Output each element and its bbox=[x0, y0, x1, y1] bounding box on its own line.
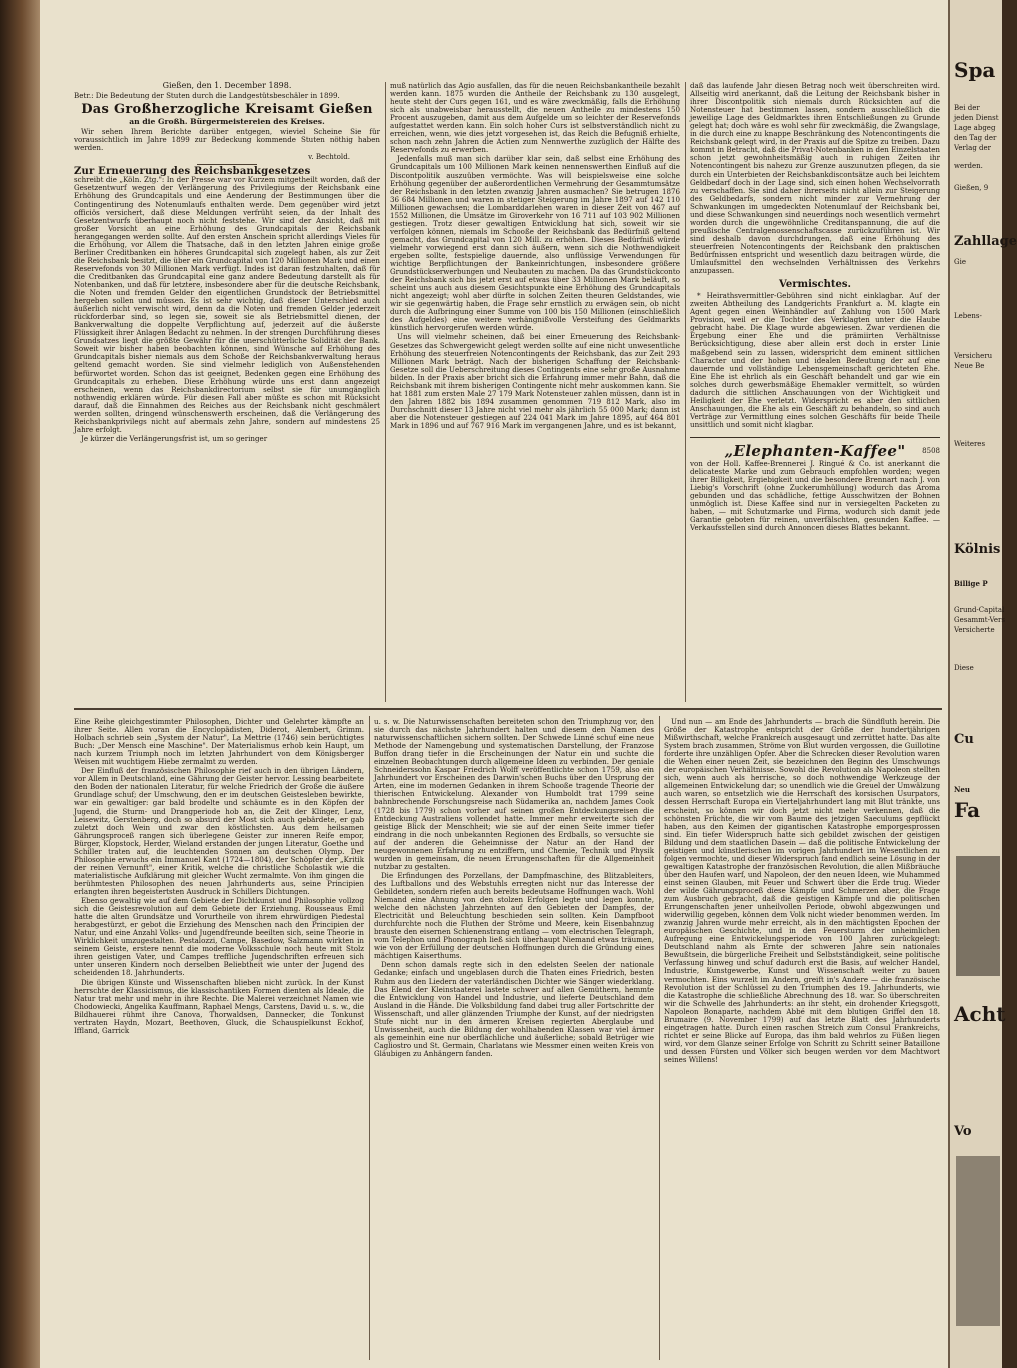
bottom-right-column bbox=[664, 718, 940, 1358]
article-paragraph: Die übrigen Künste und Wissenschaften blieben nicht zurück. In der Kunst herrschte der Klassicismus, die klassischantiken Formen dienten als Ideale, die Natur trat mehr und mehr in ihre Rechte. Die Malerei verzeichnet Namen wie Chodowiecki, Angelika Kauffmann, Raphael Mengs, Carstens, David u. s. w., die Bildhauerei rühmt ihre Canova, Thorwaldsen, Dannecker, die Tonkunst vertraten Haydn, Mozart, Beethoven, Gluck, die Schauspielkunst Eckhof, Iffland, Garrick bbox=[74, 977, 364, 1035]
section-rule bbox=[74, 708, 942, 710]
page-fragment: jeden Dienst bbox=[954, 114, 999, 122]
page-fragment: den Tag der bbox=[954, 134, 997, 142]
book-spine bbox=[0, 0, 40, 1368]
column-rule bbox=[369, 716, 370, 1360]
article-paragraph: Die Erfindungen des Porzellans, der Dampfmaschine, des Blitzableiters, des Luftballons und des Webstuhls erregten nicht nur das Interesse der Gebildeten, sondern riefen auch bereits bedeutsame Hoffnungen wach. Wohl Niemand eine Ahnung von den stolzen Erfolgen legte und legen konnte, welche den nächsten Jahrzehnten auf den Gebieten der Dampfes, der Electricität und Beleuchtung beschieden sein sollten. Kein Dampfboot durchfurchte noch die Fluthen der Ströme und Meere, kein Eisenbahnzug brauste den eisernen Schienenstrang entlang — vom electrischen Telegraph, vom Telephon und Phonograph ließ sich überhaupt Niemand etwas träumen, wie von der Erfüllung der deutschen Hoffnungen durch die Gründung eines mächtigen Kaiserthums. bbox=[374, 870, 654, 961]
ad-block bbox=[956, 856, 1000, 976]
page-fragment: Bei der bbox=[954, 104, 980, 112]
page-fragment: werden. bbox=[954, 162, 983, 170]
page-fragment: Weiteres bbox=[954, 440, 986, 448]
article-paragraph: Je kürzer die Verlängerungsfrist ist, um so geringer bbox=[81, 433, 268, 443]
top-left-column bbox=[74, 82, 380, 702]
ad-title: „Elephanten-Kaffee" bbox=[724, 441, 906, 460]
notice-subtitle: an die Großh. Bürgermeistereien des Kreises. bbox=[129, 117, 325, 127]
notice-title: Das Großherzogliche Kreisamt Gießen bbox=[81, 102, 373, 118]
article-paragraph: muß natürlich das Agio ausfallen, das für die neuen Reichsbankantheile bezahlt werden kann. 1875 wurden die Antheile der Reichsbank zu 130 ausgelegt, heute steht der Curs gegen 161, und es wäre zweckmäßig, falls die Erhöhung sich als unabweisbar herausstellt, die neuen Antheile zu mindestens 150 Procent auszugeben, damit aus dem Aufgelde um so leichter der Reservefonds aufgestattet werden kann. Ein solch hoher Curs ist selbstverständlich nicht zu erreichen, wenn, wie dies jetzt vorgesehen ist, das Reich die Befugniß erhielte, schon nach zehn Jahren die Actien zum Nennwerthe zuzüglich der Hälfte des Reservefonds zu erwerben. bbox=[390, 81, 680, 155]
page-fragment: Kölnis bbox=[954, 542, 1001, 557]
column-rule bbox=[685, 82, 686, 702]
article-paragraph: Denn schon damals regte sich in den edelsten Seelen der nationale Gedanke; einfach und ungeblasen durch die Thaten eines Friedrich, besten Ruhm aus den Liedern der vaterländischen Dichter wie Sänger wiederklang. Das Elend der Kleinstaaterei lastete schwer auf allen Gemüthern, hemmte die Entwicklung von Handel und Industrie, und lieferte Deutschland dem Ausland in die Hände. Die Volksbildung fand dabei trug aller Fortschritte der Wissenschaft, und aller glänzenden Triumphe der Kunst, auf der niedrigsten Stufe nicht nur in den ärmeren Kreisen regierten Aberglaube und Unwissenheit, auch die Bildung der wohlhabenden Klassen war viel ärmer als gemeinhin eine nur oberflächliche und äußerliche; sobald Betrüger wie Cagliostro und St. Germain, Charlatans wie Messmer einen weiten Kreis von Gläubigen zu Anhängern fanden. bbox=[374, 960, 654, 1058]
advertisement bbox=[690, 437, 940, 532]
article-paragraph: Und nun — am Ende des Jahrhunderts — brach die Sündfluth herein. Die Größe der Katastrophe entspricht der Größe der hundertjährigen Mißwirthschaft, welche Frankreich ausgesaugt und zerrüttet hatte. Das alte System brach zusammen, Ströme von Blut wurden vergossen, die Guillotine forderte ihre unzähligen Opfer. Aber die Schrecken dieser Revolution waren die Wehen einer neuen Zeit, sie bezeichnen den Beginn des Umschwungs der europäischen Verhältnisse. Sowohl die Revolution als Napoleon stellten sich, wenn auch als herrische, so doch nothwendige Werkzeuge der allgemeinen Entwickelung dar; so unendlich wie die Greuel der Umwälzung auch waren, so entsetzlich wie die Herrschaft des korsischen Usurpators, dessen Herrschaft Europa ein Vierteljahrhundert lang mit Blut tränkte, uns erscheint, so können wir doch jetzt nicht mehr verkennen, daß die schönsten Früchte, die wir vom Baume des jetzigen Saeculums gepflückt haben, aus den Keimen der gigantischen Katastrophe emporgesprossen sind. Ein tiefer Widerspruch hatte sich gebildet zwischen der geistigen Bildung und dem staatlichen Dasein — daß die politische Entwickelung der geistigen und künstlerischen im vorigen Jahrhundert im Wesentlichen zu folgen vermochte, und dieser Widerspruch fand endlich seine Lösung in der gewaltigen Katastrophe der französischen Revolution, die allen Mißbräuche über den Haufen warf, und Napoleon, der den neuen Ideen, wie Muhammed einst seinen Glauben, mit Feuer und Schwert über die Erde trug. Wieder der wilde Gährungsproceß diese Kämpfe und Schmerzen aber, die Frage zum Ausbruch gebracht, daß die geistigen Kämpfe und die politischen Errungenschaften jener unheilvollen Periode, obwohl abgezwungen und widerwillig gegeben, können dem Volk nicht wieder benommen werden. Im zwanzig Jahren wurde mehr erreicht, als in den mächtigsten Epochen der europäischen Geschichte, und in den Feuersturm der unheimlichen Aufregung eine Entwickelungsperiode von 100 Jahren zurückgelegt: Deutschland nahm als Ernte der schweren Jahre sein nationales Bewußtsein, die bürgerliche Freiheit und Selbstständigkeit, seine politische Verfassung hinweg und schuf dadurch erst die Basis, auf welcher Handel, Industrie, Kunstgewerbe, Kunst und Wissenschaft weiter zu bauen vermochten. Eins wurzelt im Andern, greift in's Andere — die französische Revolution ist der Schlüssel zu den Triumphen des 19. Jahrhunderts, wie die Katastrophe die schließliche Abrechnung des 18. war. So überschreiten wir die Schwelle des Jahrhunderts: an ihr steht, ein drohender Kriegsgott, Napoleon Bonaparte, nachdem Abbé mit dem blutigen Griffel den 18. Brumaire (9. November 1799) auf das letzte Blatt des Jahrhunderts eingetragen hatte. Durch einen raschen Streich zum Consul Frankreichs, richtet er seine Blicke auf Europa, das ihm bald wehrlos zu Füßen liegen wird, vor dem Glanze seiner Erfolge von Schritt zu Schritt seiner Bataillone und dessen Fürsten und Völker sich beugen werden vor dem Machtwort seines Willens! bbox=[664, 717, 940, 1064]
column-rule bbox=[385, 82, 386, 702]
ad-text: von der Holl. Kaffee-Brennerei J. Ringué & Co. ist anerkannt die delicateste Marke und zum Gebrauch empfohlen worden; wegen ihrer Billigkeit, Ergiebigkeit und die besondere Brennart nach J. von Liebig's Vorschrift (ohne Zuckerumhüllung) wodurch das Aroma gebunden und das schädliche, fettige Ausschwitzen der Bohnen unmöglich ist. Diese Kaffee sind nur in versiegelten Packeten zu haben, — mit Schutzmarke und Firma, wodurch sich damit jede Garantie geboten für reinen, unverfälschten, gesunden Kaffee. — Verkaufsstellen sind durch Annoncen dieses Blattes bekannt. bbox=[690, 458, 940, 533]
page-fragment: Verlag der bbox=[954, 144, 991, 152]
page-fragment: Grund-Capital bbox=[954, 606, 1005, 614]
article-paragraph: Uns will vielmehr scheinen, daß bei einer Erneuerung des Reichsbank-Gesetzes das Schwergewicht gelegt werden sollte auf eine nicht unwesentliche Erhöhung des steuerfreien Notencontingents der Reichsbank, das zur Zeit 293 Millionen Mark beträgt. Nach der bisherigen Schaffung der Reichsbank-Gesetze soll die Ueberschreitung dieses Contingents eine sehr große Ausnahme bilden. In der Praxis aber bricht sich die Erfahrung immer mehr Bahn, daß die Reichsbank mit ihrem bisherigen Contingente nicht mehr auskommen kann. Sie hat 1881 zum ersten Male 27 179 Mark Notensteuer zahlen müssen, dann ist in den Jahren 1882 bis 1894 zusammen genommen 719 812 Mark, also im Durchschnitt dieser 13 Jahre nicht viel mehr als jährlich 55 000 Mark; dann ist aber die Notensteuer gestiegen auf 224 041 Mark im Jahre 1895, auf 464 801 Mark in 1896 und auf 767 916 Mark im vergangenen Jahre, und es ist bekannt, bbox=[390, 332, 680, 430]
article-paragraph: Ebenso gewaltig wie auf dem Gebiete der Dichtkunst und Philosophie vollzog sich die Geistesrevolution auf dem Gebiete der Erziehung. Rousseaus Emil hatte die alten Grundsätze und Vorurtheile von ihrem ehrwürdigen Piedestal herabgestürzt, er gebot die Erziehung des Menschen nach den Principien der Natur, und eine Anzahl Volks- und Jugendfreunde beeilten sich, seine Theorie in Wirklichkeit umzugestalten. Pestalozzi, Campe, Basedow, Salzmann wirkten in seinem Geiste, erstere nennt die moderne Volksschule noch heute mit Stolz ihren geistigen Vater, und Campes treffliche Jugendschriften erfreuen sich unter unseren Kindern noch derselben Beliebtheit wie unter der Jugend des scheidenden 18. Jahrhunderts. bbox=[74, 896, 364, 978]
article-paragraph: daß das laufende Jahr diesen Betrag noch weit überschreiten wird. Allseitig wird anerkannt, daß die Leitung der Reichsbank bisher in ihrer Discontpolitik sich niemals durch Rücksichten auf die Notensteuer hat bestimmen lassen, sondern ausschließlich die jeweilige Lage des Geldmarktes ihren Entschließungen zu Grunde gelegt hat; doch wäre es wohl sehr für zweckmäßig, die Zwangslage, in die durch eine zu knappe Beschränkung des Notencontingents die Reichsbank gelegt wird, in der Praxis auf die Spitze zu treiben. Dazu kommt in Betracht, daß die Privat-Notenbanken in den Einzelstaaten schon jetzt gewohnheitsmäßig auch in ruhigen Zeiten ihr Notencontingent bis nahezu zur Grenze auszunutzen pflegen, da sie durch ein Unterbieten der Reichsbankdiscontsätze auch bei leichtem Geldbedarf doch in der Lage sind, sich einen hohen Wechselvorrath zu verschaffen. Sie sind daher ihrerseits nicht allein zur Steigerung des Geldbedarfs, sondern nicht minder zur Vermehrung der Schwankungen im umgedeckten Notenumlauf der Reichsbank bei, und diese Schwankungen sind neuerdings noch wesentlich vermehrt worden durch die ungewöhnliche Creditanspannung, die auf die preußische Centralgenossenschaftscasse zurückzuführen ist. Wir sind deshalb davon durchdrungen, daß eine Erhöhung des steuerfreien Notencontingents der Reichsbank den praktischen Bedürfnissen entspricht und wesentlich dazu beitragen würde, die Umlaufsmittel den wechselnden Verhältnissen des Verkehrs anzupassen. bbox=[690, 81, 940, 276]
top-middle-column bbox=[390, 82, 680, 702]
column-rule bbox=[659, 716, 660, 1360]
notice-subject: Betr.: Die Bedeutung der Stuten durch die Landgestütsbeschäler in 1899. bbox=[74, 91, 340, 101]
page-fragment: Acht bbox=[954, 1002, 1006, 1026]
page-fragment: Fa bbox=[954, 798, 981, 822]
page-fragment: Vo bbox=[954, 1124, 972, 1139]
adjacent-page bbox=[948, 0, 1017, 1368]
page-fragment: Neue Be bbox=[954, 362, 985, 370]
notice-body: Wir sehen Ihrem Berichte darüber entgegen, wieviel Scheine Sie für voraussichtlich im Jahre 1899 zur Bedeckung kommende Stuten nöthig haben werden. bbox=[74, 127, 380, 153]
notice-signature: v. Bechtold. bbox=[308, 152, 350, 162]
bottom-middle-column bbox=[374, 718, 654, 1358]
article-paragraph: Jedenfalls muß man sich darüber klar sein, daß selbst eine Erhöhung des Grundcapitals um 100 Millionen Mark keinen nennenswerthen Einfluß auf die Discontpolitik auszuüben vermöchte. Was will beispielsweise eine solche Erhöhung gegenüber der außerordentlichen Vermehrung der Gesammtumsätze der Reichsbank in den letzten zwanzig Jahren ausmachen? Sie betrugen 1876 36 684 Millionen und waren in stetiger Steigerung im Jahre 1897 auf 142 110 Millionen gewachsen; die Lombarddarlehen waren in dieser Zeit von 467 auf 1552 Millionen, die Umsätze im Giroverkehr von 16 711 auf 103 902 Millionen gestiegen. Trotz dieser gewaltigen Entwicklung hat sich, soweit wir sie verfolgen können, niemals im Schooße der Reichsbank das Bedürfniß geltend gemacht, das Grundcapital von 120 Mill. zu erhöhen. Dieses Bedürfniß würde vielmehr vorwiegend erst dann sich äußern, wenn sich die Nothwendigkeit ergeben sollte, festspielige dauernde, also unflüssige Verwendungen für wichtige Berpflichtungen der Bankeinrichtungen, insbesondere größere Grundstückserwerbungen und Neubauten zu machen. Da das Grundstückconto der Reichsbank sich bis jetzt erst auf etwas über 33 Millionen Mark beläuft, so scheint uns auch aus diesem Gesichtspunkte eine Erhöhung des Grundcapitals nicht angezeigt; wohl aber dürfte in solchen Zeiten theuren Geldstandes, wie wir sie gegenwärtig haben, die Frage sehr ernstlich zu erwägen sein, ob nicht durch die Aufbringung einer Summe von 100 bis 150 Millionen (einschließlich des Aufgeldes) eine weitere verhängnißvolle Versteifung des Geldmarkts künstlich hervorgerufen werden würde. bbox=[390, 154, 680, 333]
page-fragment: Lebens- bbox=[954, 312, 982, 320]
page-fragment: Gesammt-Vers bbox=[954, 616, 1005, 624]
top-right-column bbox=[690, 82, 940, 702]
misc-paragraph: * Heirathsvermittler-Gebühren sind nicht einklagbar. Auf der zweiten Abtheilung des Landgerichts Frankfurt a. M. klagte ein Agent gegen einen Weinhändler auf Zahlung von 1500 Mark Provision, weil er die Tochter des Verklagten unter die Haube gebracht habe. Die Klage wurde abgewiesen. Zwar verdienen die Ergebung einer Ehe und die prämiirten Verhältnisse Berücksichtigung, diese aber allein erst doch in erster Linie maßgebend sein zu lassen, widerspricht dem eminent sittlichen Character und der hohen und idealen Bedeutung der auf eine dauernde und vollständige Lebensgemeinschaft gerichteten Ehe. Eine Ehe ist ehrlich als ein Geschäft behandelt und gar wie ein solches durch gewerbsmäßige Ehemakler vermittelt, so würden dadurch die sittlichen Anschauungen von der Wichtigkeit und Heiligkeit der Ehe verletzt. Widerspricht es aber den sittlichen Anschauungen, die Ehe als ein Geschäft zu behandeln, so sind auch Verträge zur Vermittlung eines solchen Geschäfts für beide Theile unsittlich und somit nicht klagbar. bbox=[690, 291, 940, 429]
page-fragment: Lage abgeg bbox=[954, 124, 996, 132]
page-fragment: Zahllage bbox=[954, 234, 1017, 249]
page-fragment: Gie bbox=[954, 258, 966, 266]
page-fragment: Gießen, 9 bbox=[954, 184, 989, 192]
page-fragment: Spa bbox=[954, 58, 996, 82]
article-paragraph: schreibt die „Köln. Ztg.": In der Presse war vor Kurzem mitgetheilt worden, daß der Gesetzentwurf wegen der Verlängerung des Privilegiums der Reichsbank eine Erhöhung des Grundcapitals und eine Aenderung der Bestimmungen über die Contingentirung des Notenumlaufs enthalten werde. Dem gegenüber wird jetzt officiös versichert, daß diese Meldungen verfrüht seien, da der Inhalt des Gesetzentwurfs überhaupt noch nicht feststehe. Wir sind der Ansicht, daß mit großer Vorsicht an eine Erhöhung des Grundcapitals der Reichsbank herangegangen werden sollte. Auf den ersten Anschein spricht allerdings Vieles für die Erhöhung, vor Allem die Thatsache, daß in den letzten Jahren einige große Berliner Creditbanken ein höheres Grundcapital sich zugelegt haben, als zur Zeit die Reichsbank besitzt, die über ein Grundcapital von 120 Millionen Mark und einen Reservefonds von 30 Millionen Mark verfügt. Indes ist daran festzuhalten, daß für die Creditbanken das Grundcapital eine ganz andere Bedeutung darstellt als für Notenbanken, und daß für letztere, insbesondere aber für die deutsche Reichsbank, die Noten und fremden Gelder den eigentlichen Grundstock der Betriebsmittel hergeben sollen und müssen. Es ist sehr wichtig, daß dieser Unterschied auch äußerlich nicht verwischt wird, denn da die Noten und fremden Gelder jederzeit rückforderbar sind, so legen sie, soweit sie als Betriebsmittel dienen, der Bankverwaltung die doppelte Verpflichtung auf, jederzeit auf die äußerste Flüssigkeit ihrer Anlagen Bedacht zu nehmen. In der strengen Durchführung dieses Grundsatzes liegt die größte Gewähr für die unerschütterliche Solidität der Bank. Soweit wir bisher haben beobachten können, sind Wünsche auf Erhöhung des Grundcapitals bisher niemals aus dem Schoße der Reichsbankverwaltung heraus geltend gemacht worden. Sie sind vielmehr lediglich von Außenstehenden befürwortet worden. Schon das ist geeignet, Bedenken gegen eine Erhöhung des Grundcapitals zu erheben. Diese Erhöhung würde uns erst dann angezeigt erscheinen, wenn das Reichsbankdirectorium selbst sie für unumgänglich nothwendig erklären würde. Für diesen Fall aber müßte es schon mit Rücksicht darauf, daß die Einnahmen des Reiches aus der Reichsbank nicht geschmälert werden sollten, dringend wünschenswerth erscheinen, daß die Verlängerung des Reichsbankprivilegs nicht auf abermals zehn Jahre, sondern auf mindestens 25 Jahre erfolgt. bbox=[74, 175, 380, 434]
ad-number: 8508 bbox=[922, 446, 940, 455]
page-fragment: Versicheru bbox=[954, 352, 993, 360]
section-title: Vermischtes. bbox=[779, 279, 851, 291]
dateline: Gießen, den 1. December 1898. bbox=[162, 81, 292, 90]
newspaper-page bbox=[40, 0, 948, 1368]
page-fragment: Versicherte bbox=[954, 626, 995, 634]
bottom-left-column bbox=[74, 718, 364, 1358]
article-paragraph: Eine Reihe gleichgestimmter Philosophen, Dichter und Gelehrter kämpfte an ihrer Seite. Allen voran die Encyclopädisten, Diderot, Alembert, Grimm. Holbach schrieb sein „System der Natur", La Mettrie (1746) sein berüchtigtes Buch: „Der Mensch eine Maschine". Der Materialismus erhob kein Haupt, um nach kurzem Triumph noch im letzten Jahrhundert von dem Königsberger Weisen mit wuchtigem Hiebe zermalmt zu werden. bbox=[74, 717, 364, 767]
page-fragment: Billige P bbox=[954, 579, 988, 588]
page-fragment: Cu bbox=[954, 732, 974, 747]
divider bbox=[197, 164, 257, 165]
article-title: Zur Erneuerung des Reichsbankgesetzes bbox=[74, 166, 311, 178]
article-paragraph: u. s. w. Die Naturwissenschaften bereiteten schon den Triumphzug vor, den sie durch das nächste Jahrhundert halten und diesem den Namen des naturwissenschaftlichen sichern sollten. Der Schwede Linné schuf eine neue Methode der Namengebung und systematischen Darstellung, der Franzose Buffon drang tiefer in die Erscheinungen der Natur ein und suchte die einzelnen Beobachtungen durch allgemeine Ideen zu verbinden. Der geniale Schneiderssohn Kaspar Friedrich Wolff veröffentlichte schon 1759, also ein Jahrhundert vor Erscheinen des Darwin'schen Buchs über den Ursprung der Arten, eine im modernen Gedanken in ihrem Schooße tragende Theorie der thierischen Entwickelung. Alexander von Humboldt trat 1799 seine bahnbrechende Forschungsreise nach Südamerika an, nachdem James Cook (1728 bis 1779) schon vorher auf seinen großen Entdeckungsreisen die Entdeckung Australiens vollendet hatte. Immer mehr erweiterte sich der geistige Blick der Menschheit; wie sie auf der einen Seite immer tiefer eindrang in die noch unbekannten Regionen des Erdballs, so versuchte sie auf der anderen die Geheimnisse der Natur an der Hand der neugewonnenen Erfahrung zu entziffern, und Chemie, Technik und Physik wurden in gemeinsam, die neuen Errungenschaften für die Allgemeinheit nutzbar zu gestalten. bbox=[374, 717, 654, 871]
page-fragment: Neu bbox=[954, 785, 970, 794]
article-paragraph: Der Einfluß der französischen Philosophie rief auch in den übrigen Ländern, vor Allem in Deutschland, eine Gährung der Geister hervor. Lessing bearbeitete den Boden der nationalen Literatur, für welche Friedrich der Große die äußere Grundlage schuf; der Umschwung, den er im deutschen Geistesleben bewirkte, war ein gewaltiger: gar bald brodelte und schäumte es in den Köpfen der Jugend, die Sturm- und Drangperiode hob an, die Zeit der Klinger, Lenz, Leisewitz, Gerstenberg, doch so absurd der Most sich auch gebärdete, er gab zuletzt doch Wein und zwar den köstlichsten. Aus dem heilsamen Gährungsproceß rangen sich überlegene Geister zur inneren Reife empor, Bürger, Klopstock, Herder, Wieland erstanden der jungen Literatur, Goethe und Schiller traten auf, die leuchtenden Sonnen am deutschen Olymp. Der Philosophie erwuchs ein Immanuel Kant (1724—1804), der Schöpfer der „Kritik der reinen Vernunft", einer Kritik, welche die christliche Scholastik wie die materialistische Aufklärung mit gleicher Wucht zermalmte. Von ihm gingen die berühmtesten Philosophen des neuen Jahrhunderts aus, seine Principien erlangten ihren begeistertsten Ausdruck in Schillers Dichtungen. bbox=[74, 766, 364, 896]
ad-block bbox=[956, 1156, 1000, 1326]
page-fragment: Diese bbox=[954, 664, 974, 672]
